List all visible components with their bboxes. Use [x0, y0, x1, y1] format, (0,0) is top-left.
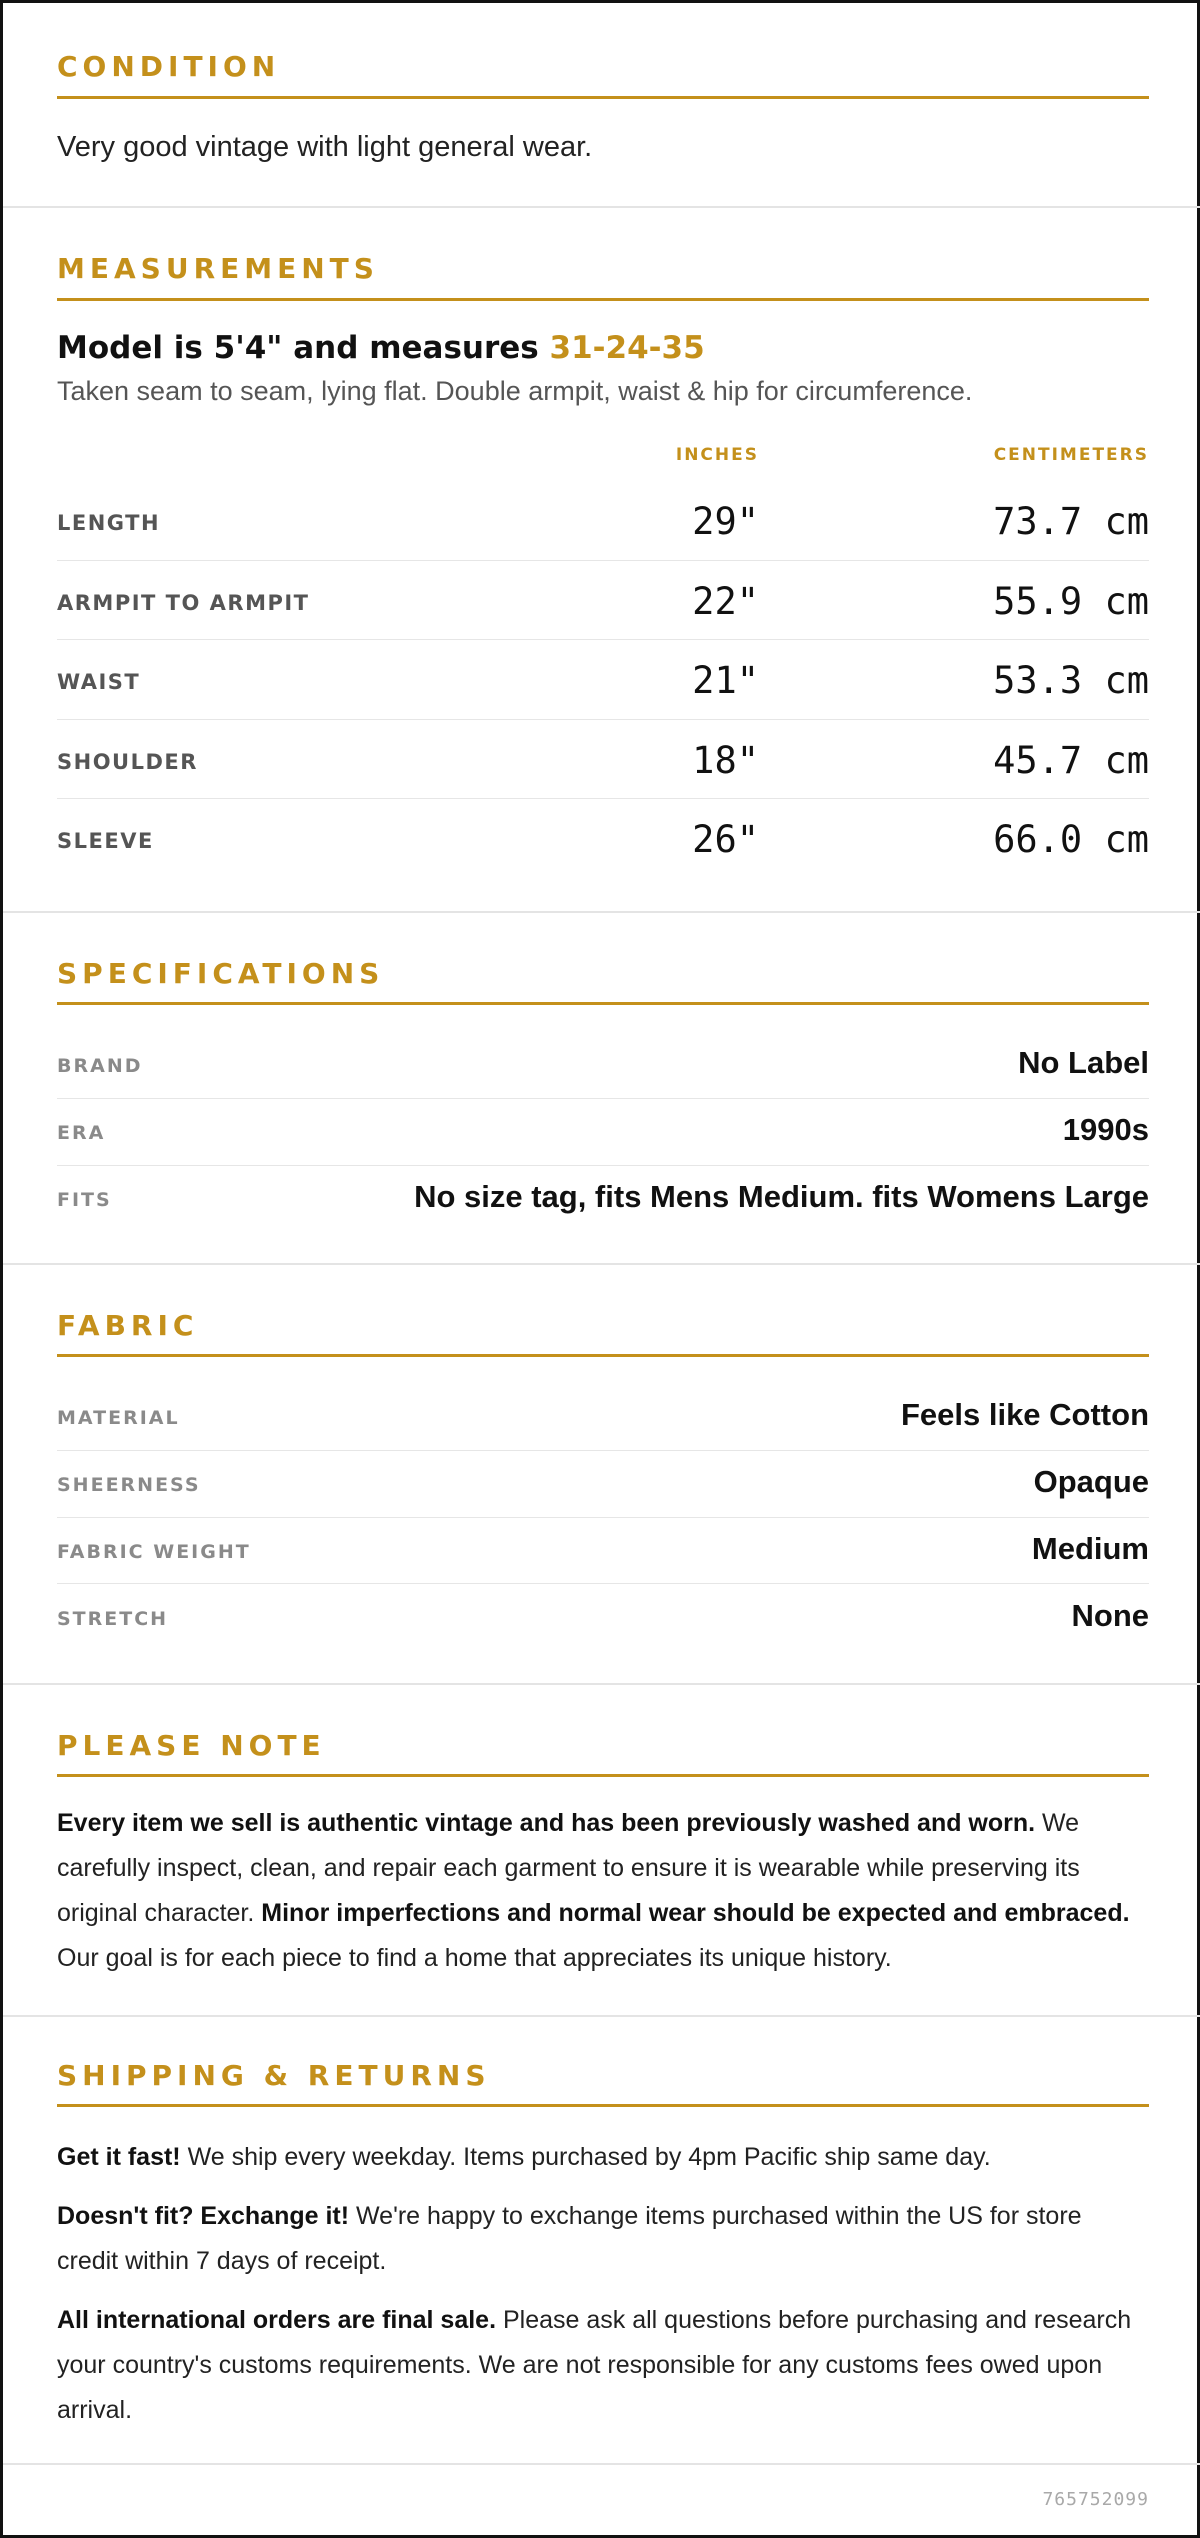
spec-label: ERA	[57, 1122, 106, 1144]
spec-label: BRAND	[57, 1055, 143, 1077]
measurement-inches: 18"	[692, 739, 759, 782]
shipping-international-paragraph	[57, 2298, 1149, 2433]
item-serial: 765752099	[1042, 2489, 1149, 2510]
measurement-cm: 53.3 cm	[993, 659, 1149, 702]
note-emphasis: Minor imperfections and normal wear should be expected and embraced.	[261, 1899, 1130, 1927]
fabric-rule	[57, 1354, 1149, 1357]
fabric-label: SHEERNESS	[57, 1474, 201, 1496]
shipping-exchange-paragraph	[57, 2194, 1149, 2284]
measurement-inches: 26"	[692, 818, 759, 861]
shipping-rule	[57, 2104, 1149, 2107]
model-line	[57, 330, 705, 366]
shipping-emphasis: Doesn't fit? Exchange it!	[57, 2202, 350, 2230]
please-note-title: PLEASE NOTE	[57, 1729, 326, 1762]
model-sizes: 31-24-35	[549, 330, 705, 366]
row-divider	[57, 1098, 1149, 1099]
shipping-text: Please ask all questions before purchasing and research your country's customs requirements. We are not responsible for any customs fees owed upon arrival.	[57, 2306, 1132, 2424]
fabric-section	[3, 1265, 1200, 1685]
condition-section	[3, 3, 1200, 208]
column-centimeters: CENTIMETERS	[993, 445, 1149, 465]
fabric-value: None	[1071, 1598, 1149, 1633]
measurement-label: WAIST	[57, 670, 141, 694]
measurement-label: SHOULDER	[57, 750, 198, 774]
condition-title: CONDITION	[57, 50, 281, 83]
please-note-section	[3, 1685, 1200, 2017]
note-text: Our goal is for each piece to find a home that appreciates its unique history.	[57, 1944, 892, 1972]
specifications-section	[3, 913, 1200, 1265]
shipping-emphasis: All international orders are final sale.	[57, 2306, 497, 2334]
measurement-label: SLEEVE	[57, 829, 154, 853]
measurement-cm: 66.0 cm	[993, 818, 1149, 861]
shipping-title: SHIPPING & RETURNS	[57, 2059, 491, 2092]
measurement-cm: 73.7 cm	[993, 500, 1149, 543]
specifications-rule	[57, 1002, 1149, 1005]
shipping-fast-paragraph	[57, 2135, 1149, 2180]
fabric-value: Opaque	[1033, 1464, 1149, 1499]
note-emphasis: Every item we sell is authentic vintage and has been previously washed and worn.	[57, 1809, 1036, 1837]
measurement-inches: 21"	[692, 659, 759, 702]
measurement-label: ARMPIT TO ARMPIT	[57, 591, 310, 615]
shipping-section	[3, 2017, 1200, 2465]
model-prefix: Model is 5'4" and measures	[57, 330, 539, 366]
shipping-text: We ship every weekday. Items purchased by 4pm Pacific ship same day.	[180, 2143, 991, 2171]
spec-label: FITS	[57, 1189, 112, 1211]
condition-text: Very good vintage with light general wear.	[57, 131, 593, 163]
row-divider	[57, 639, 1149, 640]
fabric-value: Medium	[1031, 1531, 1149, 1566]
row-divider	[57, 1165, 1149, 1166]
measurement-cm: 55.9 cm	[993, 580, 1149, 623]
specifications-title: SPECIFICATIONS	[57, 957, 385, 990]
spec-value: No Label	[1018, 1045, 1149, 1080]
please-note-rule	[57, 1774, 1149, 1777]
row-divider	[57, 798, 1149, 799]
fabric-value: Feels like Cotton	[900, 1397, 1149, 1432]
row-divider	[57, 1583, 1149, 1584]
spec-value: No size tag, fits Mens Medium. fits Womens Large	[414, 1179, 1149, 1214]
fabric-title: FABRIC	[57, 1309, 199, 1342]
note-text: We carefully inspect, clean, and repair each garment to ensure it is wearable while preserving its original character.	[57, 1809, 1080, 1927]
condition-rule	[57, 96, 1149, 99]
shipping-emphasis: Get it fast!	[57, 2143, 181, 2171]
fabric-label: MATERIAL	[57, 1407, 180, 1429]
measurement-label: LENGTH	[57, 511, 161, 535]
measurement-note: Taken seam to seam, lying flat. Double armpit, waist & hip for circumference.	[57, 376, 973, 406]
measurement-inches: 22"	[692, 580, 759, 623]
column-inches: INCHES	[675, 445, 759, 465]
row-divider	[57, 719, 1149, 720]
measurement-inches: 29"	[692, 500, 759, 543]
row-divider	[57, 560, 1149, 561]
measurements-rule	[57, 298, 1149, 301]
row-divider	[57, 1517, 1149, 1518]
fabric-label: STRETCH	[57, 1608, 169, 1630]
please-note-paragraph	[57, 1801, 1149, 1981]
shipping-text: We're happy to exchange items purchased within the US for store credit within 7 days of receipt.	[57, 2202, 1082, 2275]
measurements-section	[3, 208, 1200, 913]
fabric-label: FABRIC WEIGHT	[57, 1541, 251, 1563]
measurement-cm: 45.7 cm	[993, 739, 1149, 782]
spec-value: 1990s	[1062, 1112, 1149, 1147]
row-divider	[57, 1450, 1149, 1451]
measurements-title: MEASUREMENTS	[57, 252, 379, 285]
